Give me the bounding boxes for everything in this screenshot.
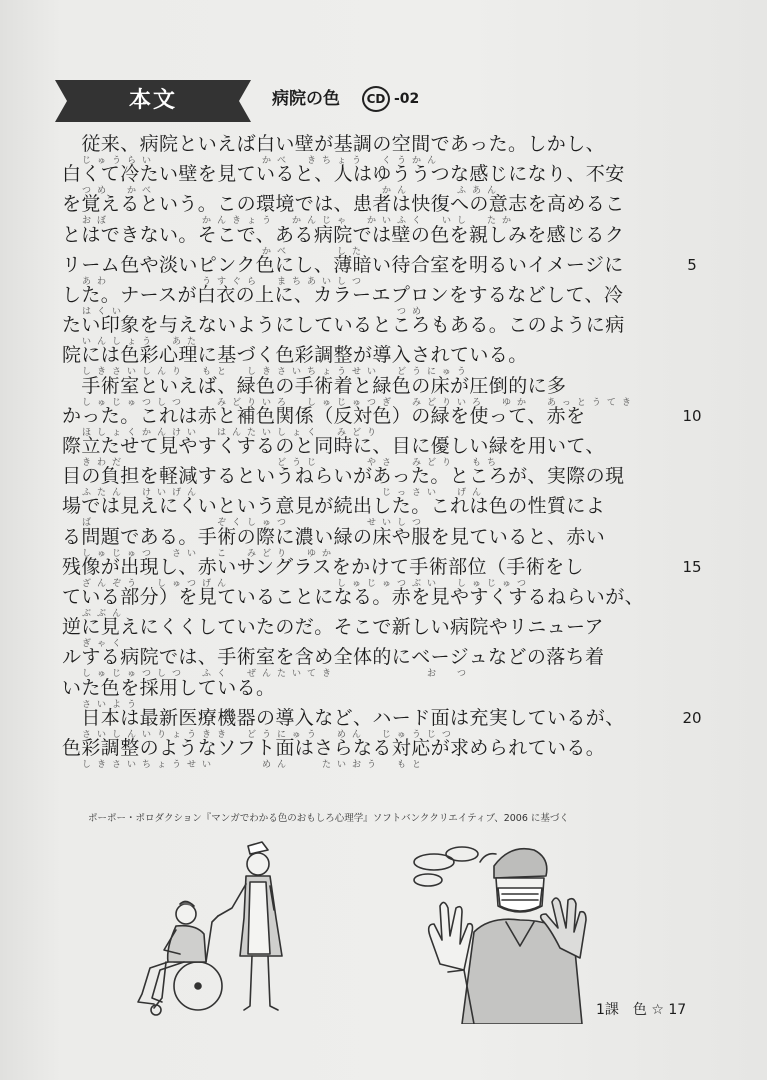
furigana: さいしんいりょうきき どうにゅう めん じゅうじつ: [82, 729, 457, 740]
text-line: [62, 736, 662, 780]
cd-icon: CD: [362, 86, 390, 112]
furigana: ぶぶん: [82, 609, 128, 619]
furigana: かべ した: [82, 246, 368, 257]
text-line-body: ルする病院では、手術室を含め全体的にベージュなどの落ち着: [62, 646, 605, 669]
furigana: しゅじゅつしつ ふく ぜんたいてき お つ: [82, 669, 473, 680]
furigana: あわ うすぐら まちあいしつ: [82, 276, 368, 287]
text-line-body: 場では見えにくいという意見が続出した。これは色の性質によ: [62, 495, 606, 518]
furigana: ば ぞくしゅつ せいしつ: [82, 518, 428, 529]
text-line-body: リーム色や淡いピンク色にし、薄暗い待合室を明るいイメージに: [62, 253, 624, 276]
line-number: 20: [682, 708, 702, 727]
surgeon-illustration: [410, 836, 590, 1024]
furigana: つめ かべ かん ふあん: [82, 186, 503, 197]
text-line-body: 白くて冷たい壁を見ていると、人はゆううつな感じになり、不安: [62, 163, 625, 186]
text-line-body: とはできない。そこで、ある病院では壁の色を親しみを感じるク: [62, 223, 625, 246]
section-banner: [55, 80, 251, 122]
text-line-body: 手術室といえば、緑色の手術着と緑色の床が圧倒的に多: [62, 374, 567, 397]
text-line-body: した。ナースが白衣の上に、カラーエプロンをするなどして、冷: [62, 284, 624, 306]
furigana: さいよう: [82, 699, 143, 710]
furigana: ぎゃく: [82, 639, 128, 650]
text-line-body: たい印象を与えないようにしているところもある。このように病: [62, 314, 625, 337]
source-credit: ポーポー・ポロダクション『マンガでわかる色のおもしろ心理学』ソフトバンククリエイティブ、2006 に基づく: [88, 813, 569, 824]
text-line-body: を覚えるという。この環境では、患者は快復への意志を高めるこ: [62, 193, 625, 216]
text-line-body: 残像が出現し、赤いサングラスをかけて手術部位（手術をし: [62, 555, 584, 578]
text-line-body: 従来、病院といえば白い壁が基調の空間であった。しかし、: [62, 133, 606, 155]
line-number: 15: [682, 557, 702, 576]
line-number: 5: [687, 255, 697, 274]
line-number: 10: [682, 406, 702, 425]
text-line-body: 際立たせて見やすくするのと同時に、目に優しい緑を用いて、: [62, 435, 605, 457]
furigana: しゅじゅつ さい こ みどり ゆか: [82, 548, 338, 559]
text-line-body: る問題である。手術の際に濃い緑の床や服を見ていると、赤い: [62, 525, 606, 548]
furigana: じゅうらい かべ きちょう くうかん: [82, 156, 443, 166]
text-line-body: 色彩調整のようなソフト面はさらなる対応が求められている。: [62, 737, 606, 759]
furigana: はくい つめ: [82, 307, 428, 317]
text-line-body: いた色を採用している。: [62, 676, 276, 699]
text-line-body: かった。これは赤と補色関係（反対色）の緑を使って、赤を: [62, 404, 586, 427]
furigana: しゅじゅつしつ みどりいろ しゅじゅつぎ みどりいろ ゆか あっとうてき: [82, 397, 637, 408]
furigana: ふたん けいげん じっさい げん: [82, 488, 488, 499]
text-line-body: 日本は最新医療機器の導入など、ハード面は充実しているが、: [62, 706, 625, 729]
cd-track-number: -02: [394, 91, 420, 107]
page-footer: 1課 色 ☆ 17: [596, 1002, 687, 1018]
text-line-body: 目の負担を軽減するというねらいがあった。ところが、実際の現: [62, 465, 625, 488]
furigana: おぼ かんきょう かんじゃ かいふく いし たか: [82, 216, 518, 227]
nurse-wheelchair-illustration: [136, 838, 286, 1023]
section-title: 病院の色: [272, 89, 340, 109]
banner-label: 本文: [128, 88, 177, 113]
text-line-body: ている部分）を見ていることになる。赤を見やすくするねらいが、: [62, 586, 645, 608]
text-line-body: 逆に見えにくくしていたのだ。そこで新しい病院やリニューア: [62, 616, 604, 639]
furigana: しきさいちょうせい めん たいおう もと: [82, 760, 428, 770]
furigana: ざんぞう しゅつげん しゅじゅつぶい しゅじゅつ: [82, 578, 533, 589]
furigana: しきさいしんり もと しきさいちょうせい どうにゅう: [82, 367, 472, 378]
text-line-body: 院には色彩心理に基づく色彩調整が導入されている。: [62, 344, 528, 367]
furigana: ほしょくかんけい はんたいしょく みどり: [82, 427, 383, 438]
furigana: きわだ どうじ やさ みどり もち: [82, 458, 503, 468]
furigana: いんしょう あた: [82, 337, 203, 348]
